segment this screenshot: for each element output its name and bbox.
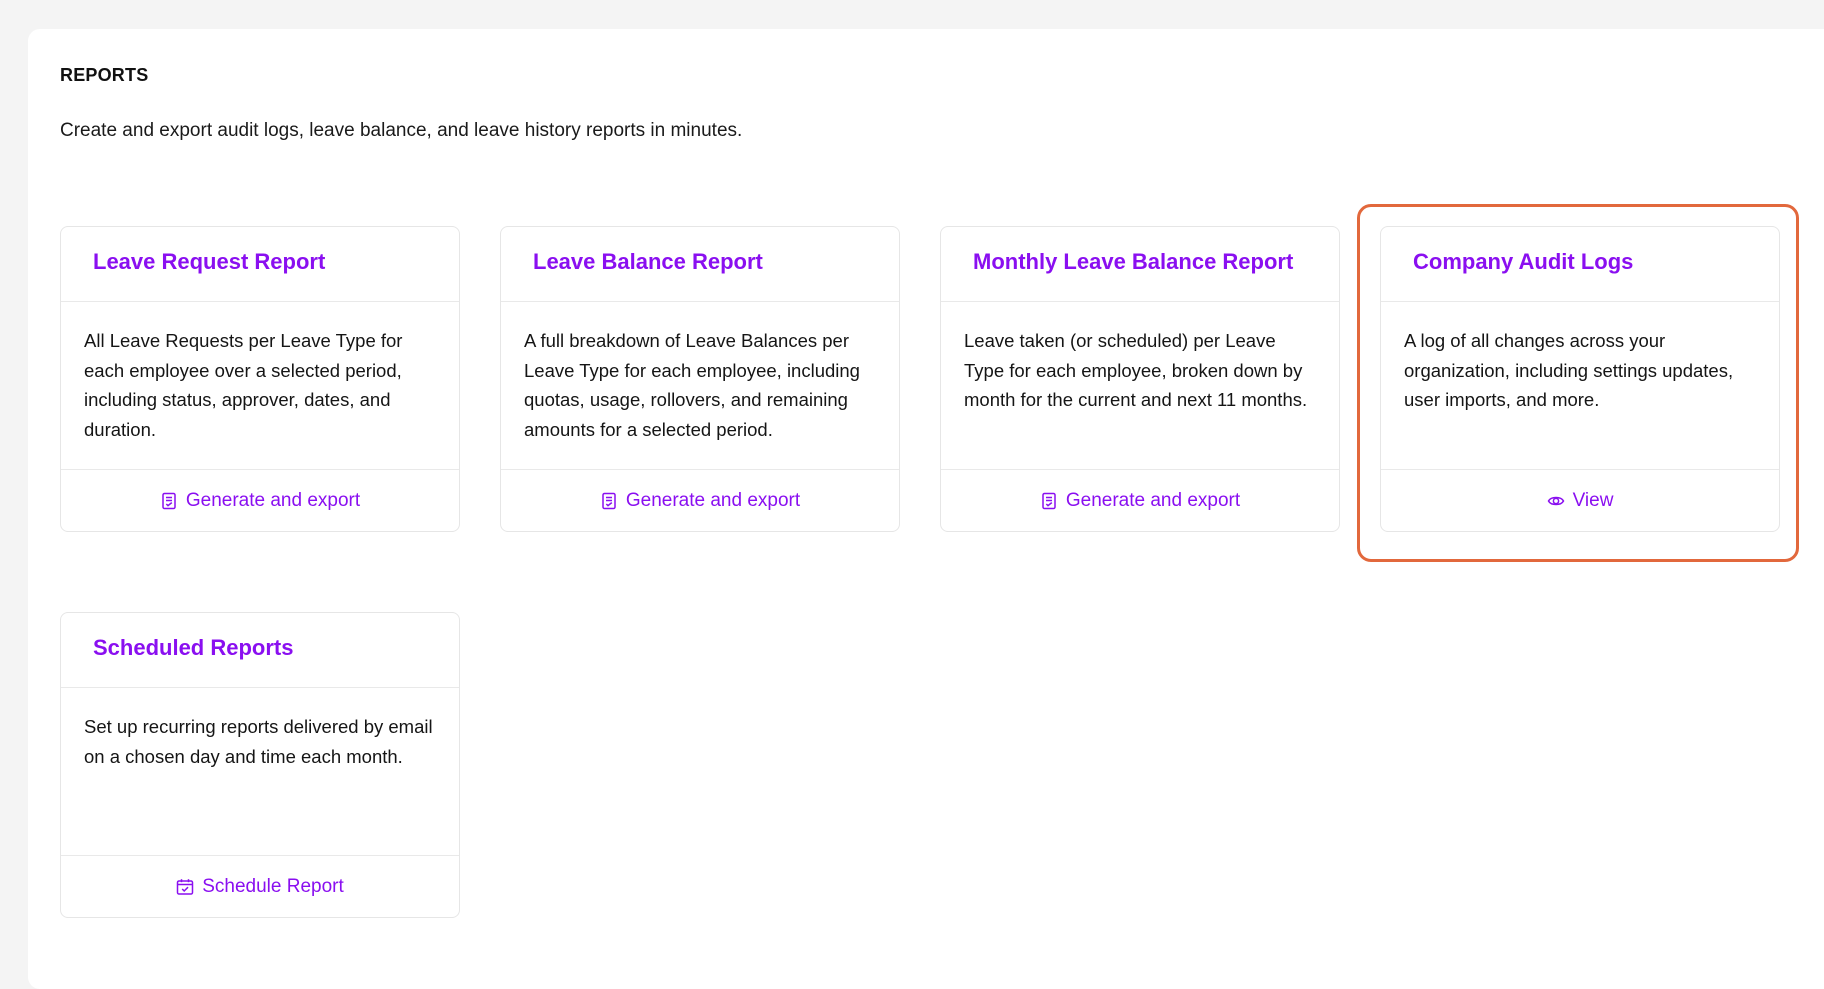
generate-and-export-button[interactable] bbox=[941, 470, 1339, 532]
reports-panel bbox=[28, 29, 1824, 989]
page-title: REPORTS bbox=[60, 65, 149, 85]
action-label: Schedule Report bbox=[202, 876, 344, 897]
card-title[interactable]: Scheduled Reports bbox=[93, 635, 294, 660]
report-card-leave-balance bbox=[500, 226, 900, 532]
report-card-monthly-leave-balance bbox=[940, 226, 1340, 532]
card-header bbox=[61, 227, 459, 302]
card-description: All Leave Requests per Leave Type for each employee over a selected period, including status, approver, dates, and duration. bbox=[61, 302, 459, 470]
card-description: Leave taken (or scheduled) per Leave Type for each employee, broken down by month for the current and next 11 months. bbox=[941, 302, 1339, 470]
page-subtitle: Create and export audit logs, leave balance, and leave history reports in minutes. bbox=[60, 120, 743, 141]
card-header bbox=[501, 227, 899, 302]
card-header bbox=[61, 613, 459, 688]
card-description: Set up recurring reports delivered by email on a chosen day and time each month. bbox=[61, 688, 459, 856]
action-label: Generate and export bbox=[1065, 490, 1241, 511]
generate-and-export-button[interactable] bbox=[61, 470, 459, 532]
document-icon bbox=[600, 492, 618, 510]
document-icon bbox=[160, 492, 178, 510]
schedule-report-button[interactable] bbox=[61, 856, 459, 918]
card-title[interactable]: Leave Request Report bbox=[93, 249, 326, 274]
card-title[interactable]: Monthly Leave Balance Report bbox=[973, 249, 1294, 274]
action-label: Generate and export bbox=[185, 490, 361, 511]
report-card-leave-request bbox=[60, 226, 460, 532]
report-card-scheduled-reports bbox=[60, 612, 460, 918]
view-button[interactable] bbox=[1381, 470, 1779, 532]
action-label: View bbox=[1572, 490, 1614, 511]
generate-and-export-button[interactable] bbox=[501, 470, 899, 532]
document-icon bbox=[1040, 492, 1058, 510]
card-title[interactable]: Leave Balance Report bbox=[533, 249, 763, 274]
card-description: A full breakdown of Leave Balances per Leave Type for each employee, including quotas, usage, rollovers, and remaining amounts for a selected period. bbox=[501, 302, 899, 470]
report-card-company-audit-logs bbox=[1380, 226, 1780, 532]
card-title[interactable]: Company Audit Logs bbox=[1413, 249, 1634, 274]
card-description: A log of all changes across your organization, including settings updates, user imports, and more. bbox=[1381, 302, 1779, 470]
action-label: Generate and export bbox=[625, 490, 801, 511]
card-header bbox=[941, 227, 1339, 302]
eye-icon bbox=[1547, 492, 1565, 510]
calendar-check-icon bbox=[176, 878, 194, 896]
card-header bbox=[1381, 227, 1779, 302]
